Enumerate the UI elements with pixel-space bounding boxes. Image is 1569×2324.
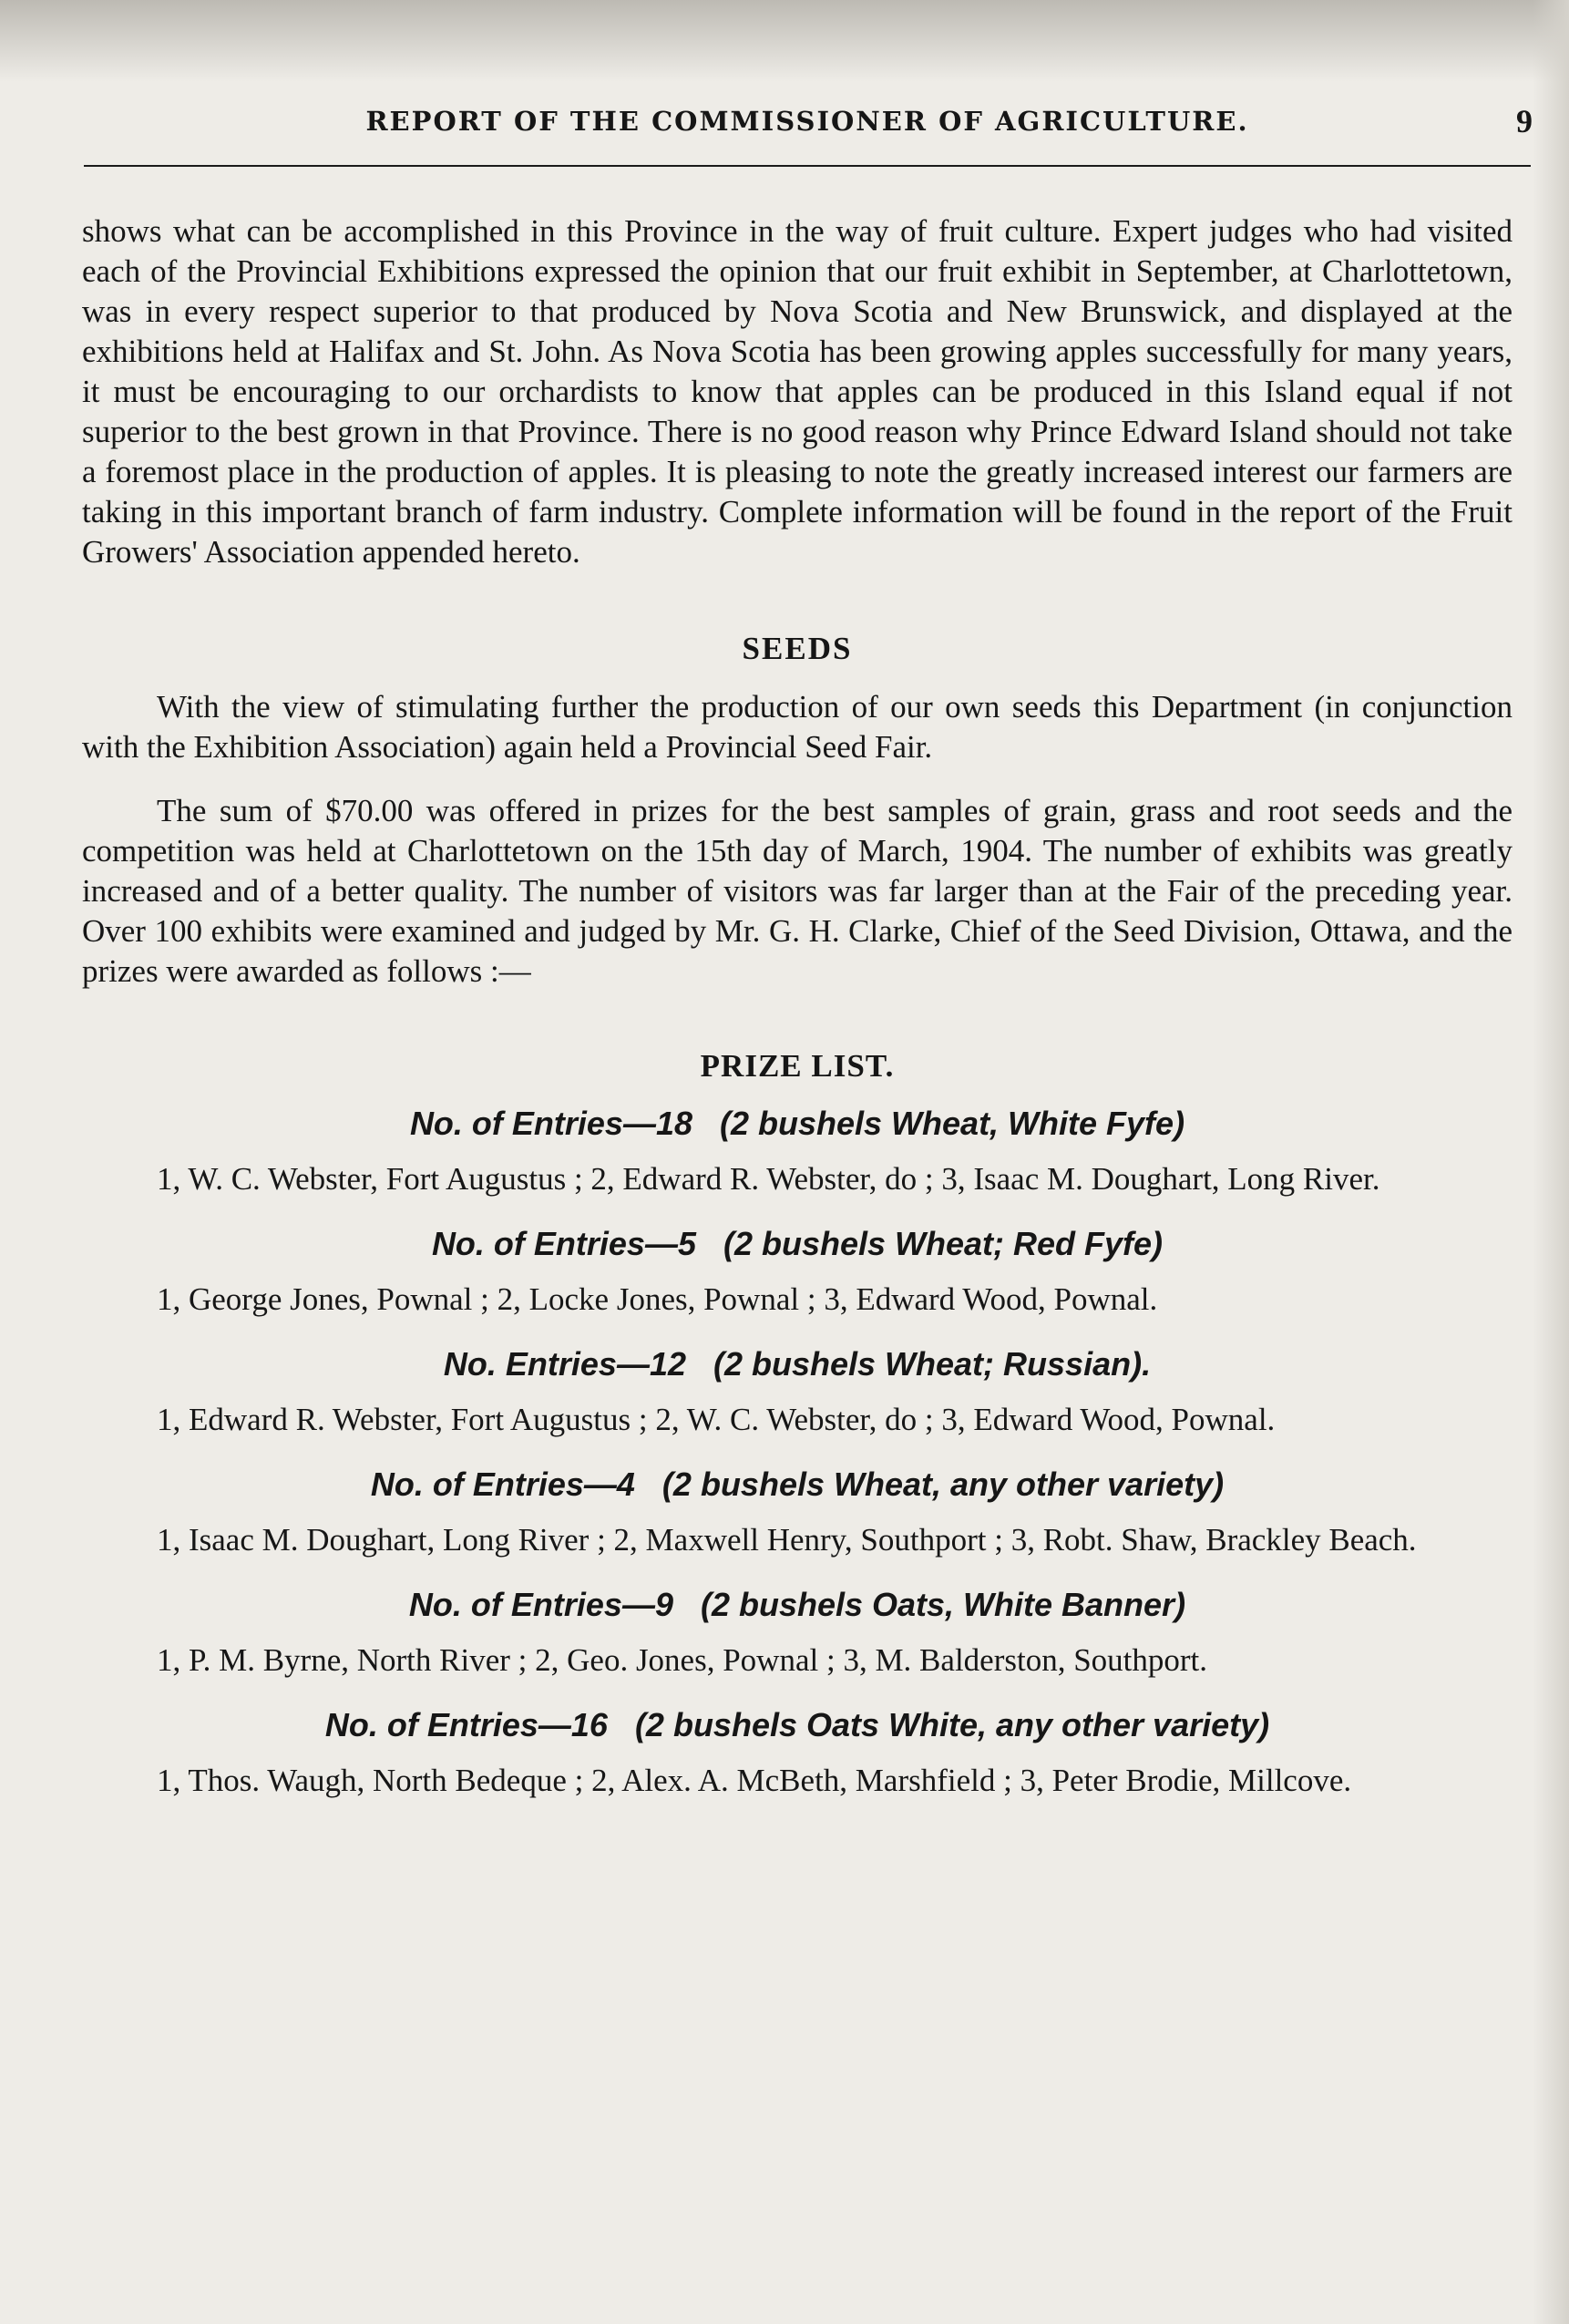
entry-heading: No. of Entries—16 (2 bushels Oats White, any other variety) xyxy=(324,1706,1270,1743)
prize-entry xyxy=(82,1105,1513,1199)
seeds-paragraph-1: With the view of stimulating further the production of our own seeds this Department (in conjunction with the Exhibition Association) again held a Provincial Seed Fair. xyxy=(82,689,1513,765)
entry-heading: No. of Entries—5 (2 bushels Wheat; Red Fyfe) xyxy=(431,1225,1164,1262)
page-number: 9 xyxy=(1516,103,1533,139)
intro-paragraph: shows what can be accomplished in this Province in the way of fruit culture. Expert judges who had visited each of the Provincial Exhibitions expressed the opinion that our fruit exhibit in September, at Charlottetown, was in every respect superior to that produced by Nova Scotia and New Brunswick, and displayed at the exhibitions held at Halifax and St. John. As Nova Scotia has been growing apples successfully for many years, it must be encouraging to our orchardists to know that apples can be produced in this Island equal if not superior to the best grown in that Province. There is no good reason why Prince Edward Island should not take a foremost place in the production of apples. It is pleasing to note the greatly increased interest our farmers are taking in this important branch of farm industry. Complete information will be found in the report of the Fruit Growers' Association appended hereto. xyxy=(82,213,1513,570)
entry-heading: No. of Entries—4 (2 bushels Wheat, any other variety) xyxy=(370,1465,1225,1503)
entry-winners: 1, W. C. Webster, Fort Augustus ; 2, Edward R. Webster, do ; 3, Isaac M. Doughart, Long River. xyxy=(157,1161,1380,1197)
header-rule xyxy=(84,165,1531,167)
entry-heading: No. Entries—12 (2 bushels Wheat; Russian). xyxy=(443,1345,1152,1383)
entry-heading: No. of Entries—9 (2 bushels Oats, White Banner) xyxy=(408,1586,1186,1623)
prize-entry xyxy=(82,1586,1513,1681)
seeds-heading: SEEDS xyxy=(742,631,853,666)
running-title: REPORT OF THE COMMISSIONER OF AGRICULTURE. xyxy=(365,106,1249,137)
prize-entry xyxy=(82,1225,1513,1320)
prize-list-heading: PRIZE LIST. xyxy=(700,1048,895,1084)
entry-winners: 1, Thos. Waugh, North Bedeque ; 2, Alex. A. McBeth, Marshfield ; 3, Peter Brodie, Millcove. xyxy=(157,1763,1352,1798)
scan-shadow xyxy=(0,0,1569,82)
prize-entry xyxy=(82,1465,1513,1560)
entry-heading: No. of Entries—18 (2 bushels Wheat, White Fyfe) xyxy=(409,1105,1185,1142)
page-body xyxy=(82,211,1513,1801)
seeds-paragraph-2: The sum of $70.00 was offered in prizes for the best samples of grain, grass and root seeds and the competition was held at Charlottetown on the 15th day of March, 1904. The number of exhibits was greatly increased and of a better quality. The number of visitors was far larger than at the Fair of the preceding year. Over 100 exhibits were examined and judged by Mr. G. H. Clarke, Chief of the Seed Division, Ottawa, and the prizes were awarded as follows :— xyxy=(82,793,1513,989)
entry-winners: 1, Edward R. Webster, Fort Augustus ; 2, W. C. Webster, do ; 3, Edward Wood, Pownal. xyxy=(157,1402,1276,1437)
prize-entry xyxy=(82,1345,1513,1440)
page-header xyxy=(82,98,1533,144)
entry-winners: 1, Isaac M. Doughart, Long River ; 2, Maxwell Henry, Southport ; 3, Robt. Shaw, Brackley Beach. xyxy=(157,1522,1417,1558)
scan-edge-right xyxy=(1533,0,1569,2324)
entry-winners: 1, George Jones, Pownal ; 2, Locke Jones, Pownal ; 3, Edward Wood, Pownal. xyxy=(157,1281,1158,1317)
entry-winners: 1, P. M. Byrne, North River ; 2, Geo. Jones, Pownal ; 3, M. Balderston, Southport. xyxy=(157,1642,1208,1678)
prize-entry xyxy=(82,1706,1513,1801)
